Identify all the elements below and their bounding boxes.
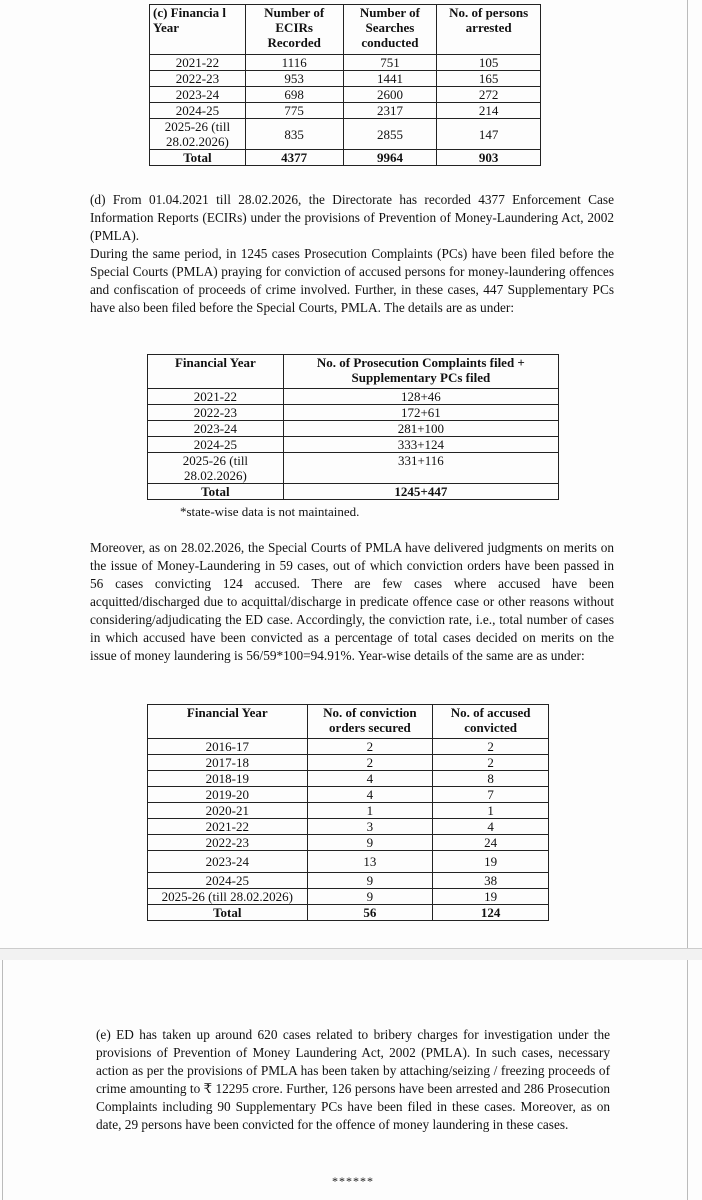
table-row <box>150 55 541 71</box>
cell-orders: 4 <box>307 771 433 787</box>
header-arrested: No. of persons arrested <box>437 5 541 55</box>
table-row <box>148 787 549 803</box>
cell-orders: 4 <box>307 787 433 803</box>
cell-orders: 13 <box>307 851 433 873</box>
cell-accused: 24 <box>433 835 549 851</box>
cell-orders: 9 <box>307 889 433 905</box>
table-row <box>148 873 549 889</box>
table-row <box>150 103 541 119</box>
cell-year: 2025-26 (till 28.02.2026) <box>148 889 308 905</box>
header-searches: Number of Searches conducted <box>343 5 437 55</box>
table-row <box>148 889 549 905</box>
cell-year: 2019-20 <box>148 787 308 803</box>
cell-total-label: Total <box>150 150 246 166</box>
paragraph-prosecution-complaints: During the same period, in 1245 cases Prosecution Complaints (PCs) have been filed before the Special Courts (PMLA) praying for conviction of accused persons for money-laundering offences and confiscation of proceeds of crime involved. Further, in these cases, 447 Supplementary PCs have also been filed before the Special Courts, PMLA. The details are as under: <box>90 246 614 315</box>
cell-accused: 4 <box>433 819 549 835</box>
cell-year: 2018-19 <box>148 771 308 787</box>
cell-searches: 1441 <box>343 71 437 87</box>
table-convictions <box>147 704 549 921</box>
cell-searches: 2855 <box>343 119 437 150</box>
cell-total-orders: 56 <box>307 905 433 921</box>
cell-year: 2025-26 (till 28.02.2026) <box>148 453 284 484</box>
table-row <box>148 851 549 873</box>
cell-searches: 2600 <box>343 87 437 103</box>
cell-year: 2021-22 <box>148 389 284 405</box>
table-row <box>148 803 549 819</box>
cell-pcs: 128+46 <box>283 389 558 405</box>
cell-accused: 19 <box>433 851 549 873</box>
table-row <box>148 437 559 453</box>
table-row <box>148 819 549 835</box>
table-row <box>148 389 559 405</box>
table-row <box>148 453 559 484</box>
header-accused-convicted: No. of accused convicted <box>433 705 549 739</box>
cell-arrested: 105 <box>437 55 541 71</box>
cell-accused: 1 <box>433 803 549 819</box>
table-total-row <box>148 905 549 921</box>
cell-year: 2025-26 (till 28.02.2026) <box>150 119 246 150</box>
cell-total-searches: 9964 <box>343 150 437 166</box>
cell-pcs: 331+116 <box>283 453 558 484</box>
document-page-2 <box>0 960 702 1200</box>
cell-accused: 19 <box>433 889 549 905</box>
cell-total-pcs: 1245+447 <box>283 484 558 500</box>
cell-pcs: 333+124 <box>283 437 558 453</box>
footnote-state-wise: *state-wise data is not maintained. <box>180 504 360 519</box>
cell-searches: 2317 <box>343 103 437 119</box>
cell-total-label: Total <box>148 905 308 921</box>
table-row <box>150 87 541 103</box>
cell-year: 2023-24 <box>148 421 284 437</box>
cell-ecirs: 698 <box>245 87 343 103</box>
paragraph-conviction: Moreover, as on 28.02.2026, the Special Courts of PMLA have delivered judgments on merits on the issue of Money-Laundering in 59 cases, out of which conviction orders have been passed in 56 cases convicting 124 accused. There are few cases where accused have been acquitted/discharged due to acquittal/discharge in predicate offence case or other reasons without considering/adjudicating the ED case. Accordingly, the conviction rate, i.e., total number of cases in which accused have been convicted as a percentage of total cases decided on merits on the issue of money laundering is 56/59*100=94.91%. Year-wise details of the same are as under: <box>90 540 614 663</box>
cell-year: 2017-18 <box>148 755 308 771</box>
cell-ecirs: 835 <box>245 119 343 150</box>
table-row <box>148 755 549 771</box>
cell-total-label: Total <box>148 484 284 500</box>
cell-year: 2022-23 <box>148 405 284 421</box>
header-ecirs: Number of ECIRs Recorded <box>245 5 343 55</box>
cell-arrested: 165 <box>437 71 541 87</box>
cell-total-arrested: 903 <box>437 150 541 166</box>
cell-arrested: 214 <box>437 103 541 119</box>
page-border <box>687 0 688 948</box>
cell-ecirs: 1116 <box>245 55 343 71</box>
cell-accused: 7 <box>433 787 549 803</box>
table-row <box>150 119 541 150</box>
header-financial-year: (c) Financia l Year <box>150 5 246 55</box>
cell-year: 2021-22 <box>148 819 308 835</box>
cell-ecirs: 953 <box>245 71 343 87</box>
cell-total-accused: 124 <box>433 905 549 921</box>
header-conviction-orders: No. of conviction orders secured <box>307 705 433 739</box>
table-row <box>148 421 559 437</box>
header-pcs-filed: No. of Prosecution Complaints filed + Supplementary PCs filed <box>283 355 558 389</box>
end-marker: ****** <box>332 1174 374 1188</box>
cell-year: 2024-25 <box>150 103 246 119</box>
cell-orders: 2 <box>307 755 433 771</box>
cell-pcs: 172+61 <box>283 405 558 421</box>
cell-accused: 2 <box>433 755 549 771</box>
cell-accused: 38 <box>433 873 549 889</box>
table-total-row <box>148 484 559 500</box>
page-border <box>2 960 3 1200</box>
cell-year: 2022-23 <box>150 71 246 87</box>
header-financial-year: Financial Year <box>148 705 308 739</box>
cell-orders: 9 <box>307 873 433 889</box>
table-row <box>148 405 559 421</box>
table-total-row <box>150 150 541 166</box>
cell-accused: 8 <box>433 771 549 787</box>
page-border <box>687 960 688 1200</box>
cell-orders: 1 <box>307 803 433 819</box>
table-row <box>148 739 549 755</box>
cell-year: 2016-17 <box>148 739 308 755</box>
cell-orders: 3 <box>307 819 433 835</box>
cell-orders: 9 <box>307 835 433 851</box>
cell-year: 2021-22 <box>150 55 246 71</box>
cell-year: 2024-25 <box>148 873 308 889</box>
table-row <box>150 71 541 87</box>
table-row <box>148 771 549 787</box>
header-financial-year: Financial Year <box>148 355 284 389</box>
cell-year: 2024-25 <box>148 437 284 453</box>
table-ecir-searches-arrests <box>149 4 541 166</box>
cell-total-ecirs: 4377 <box>245 150 343 166</box>
cell-year: 2023-24 <box>150 87 246 103</box>
cell-year: 2020-21 <box>148 803 308 819</box>
table-prosecution-complaints <box>147 354 559 500</box>
cell-year: 2022-23 <box>148 835 308 851</box>
cell-searches: 751 <box>343 55 437 71</box>
cell-arrested: 272 <box>437 87 541 103</box>
table-row <box>148 835 549 851</box>
cell-arrested: 147 <box>437 119 541 150</box>
cell-pcs: 281+100 <box>283 421 558 437</box>
paragraph-d: (d) From 01.04.2021 till 28.02.2026, the Directorate has recorded 4377 Enforcement Case Information Reports (ECIRs) under the provisions of Prevention of Money-Laundering Act, 2002 (PMLA). <box>90 192 614 243</box>
cell-ecirs: 775 <box>245 103 343 119</box>
paragraph-e: (e) ED has taken up around 620 cases related to bribery charges for investigation under the provisions of Prevention of Money Laundering Act, 2002 (PMLA). In such cases, necessary action as per the provisions of PMLA has been taken by attaching/seizing / freezing proceeds of crime amounting to ₹ 12295 crore. Further, 126 persons have been arrested and 286 Prosecution Complaints including 90 Supplementary PCs have been filed in these cases. Moreover, as on date, 29 persons have been convicted for the offence of money laundering in these cases. <box>96 1027 610 1132</box>
cell-orders: 2 <box>307 739 433 755</box>
cell-year: 2023-24 <box>148 851 308 873</box>
cell-accused: 2 <box>433 739 549 755</box>
